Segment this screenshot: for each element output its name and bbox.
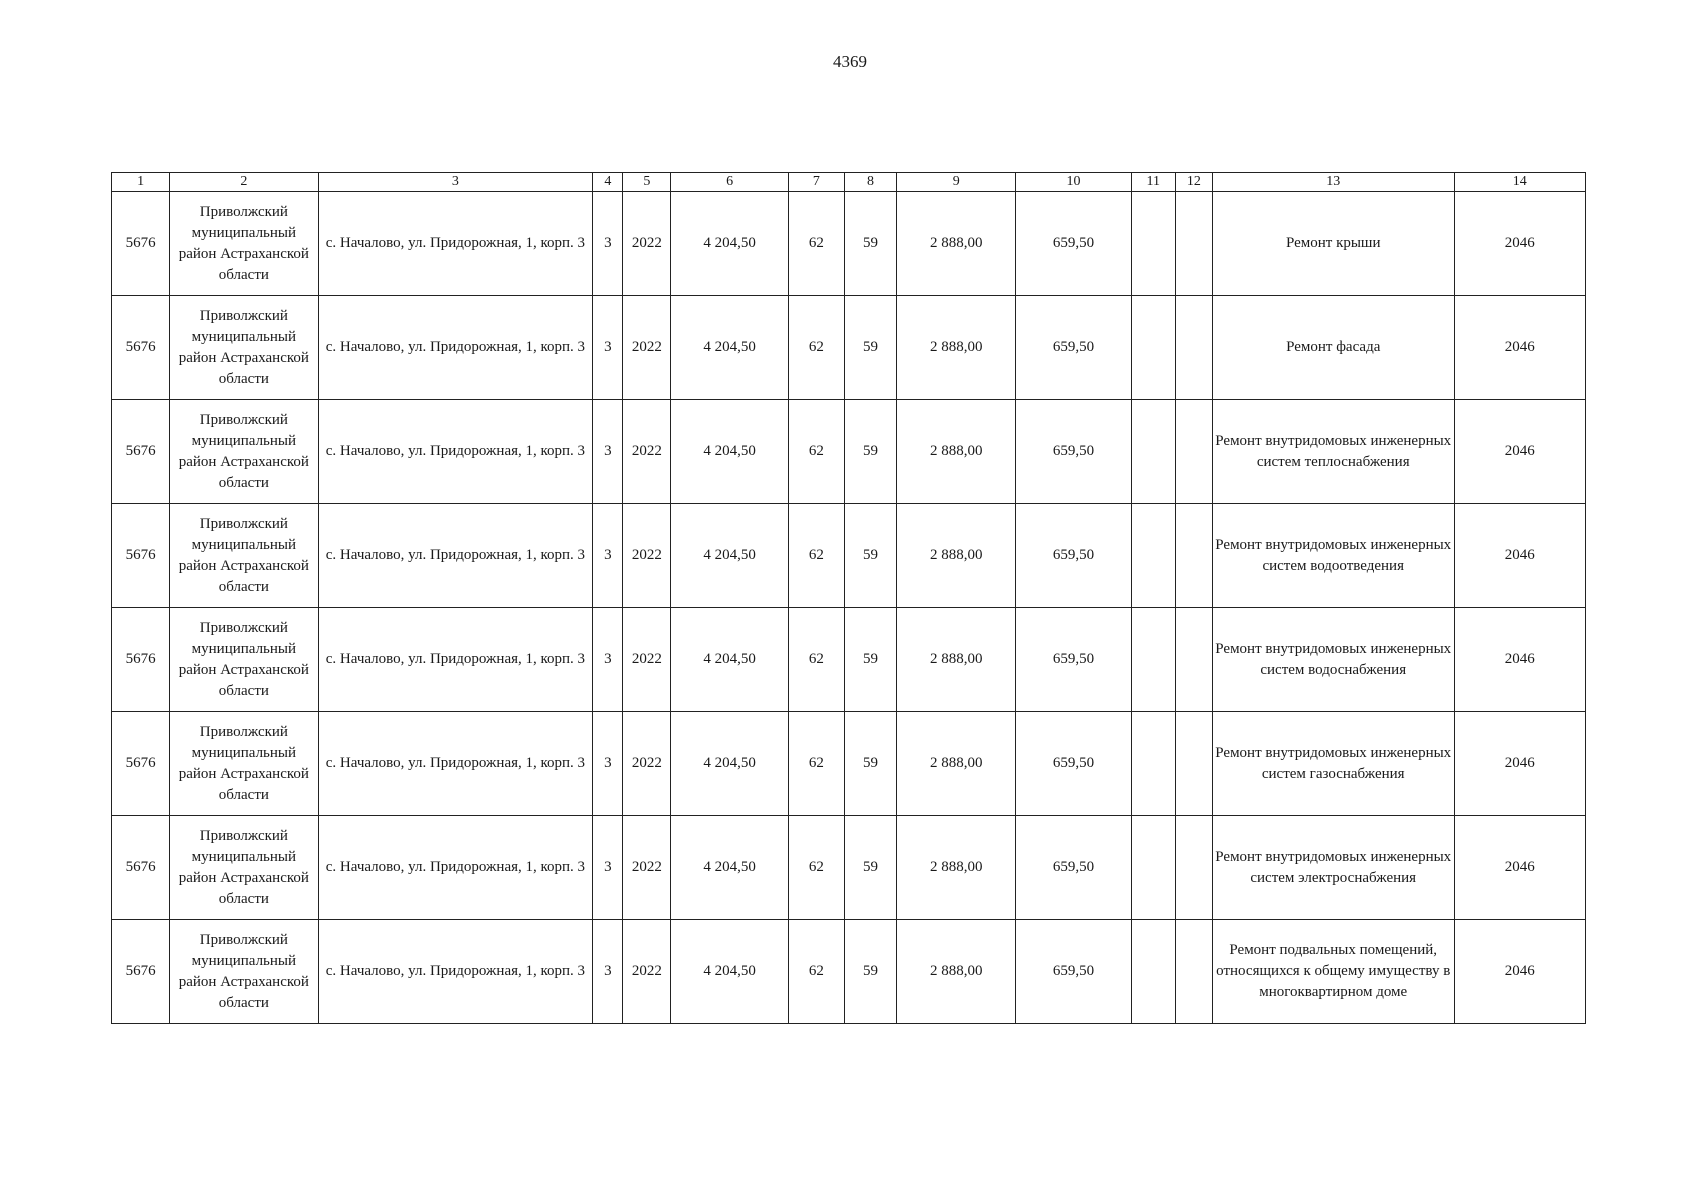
- row-number-cell: 5676: [112, 192, 170, 296]
- area-living-cell: 2 888,00: [897, 400, 1016, 504]
- col7-cell: 62: [788, 400, 844, 504]
- row-number-cell: 5676: [112, 504, 170, 608]
- col8-cell: 59: [844, 504, 896, 608]
- area-nonliving-cell: 659,50: [1016, 608, 1131, 712]
- work-type-cell: Ремонт фасада: [1212, 296, 1454, 400]
- area-total-cell: 4 204,50: [671, 920, 788, 1024]
- col11-cell: [1131, 400, 1175, 504]
- col8-cell: 59: [844, 400, 896, 504]
- area-total-cell: 4 204,50: [671, 192, 788, 296]
- area-living-cell: 2 888,00: [897, 296, 1016, 400]
- col4-cell: 3: [593, 816, 623, 920]
- address-cell: с. Началово, ул. Придорожная, 1, корп. 3: [318, 712, 593, 816]
- district-cell: Приволжский муниципальный район Астраханской области: [170, 296, 318, 400]
- column-number-12: 12: [1175, 173, 1212, 192]
- district-cell: Приволжский муниципальный район Астраханской области: [170, 712, 318, 816]
- address-cell: с. Началово, ул. Придорожная, 1, корп. 3: [318, 920, 593, 1024]
- col12-cell: [1175, 816, 1212, 920]
- planned-year-cell: 2046: [1454, 816, 1585, 920]
- col12-cell: [1175, 504, 1212, 608]
- planned-year-cell: 2046: [1454, 608, 1585, 712]
- col7-cell: 62: [788, 296, 844, 400]
- col8-cell: 59: [844, 712, 896, 816]
- area-total-cell: 4 204,50: [671, 712, 788, 816]
- year-cell: 2022: [623, 504, 671, 608]
- area-living-cell: 2 888,00: [897, 504, 1016, 608]
- col4-cell: 3: [593, 712, 623, 816]
- area-living-cell: 2 888,00: [897, 816, 1016, 920]
- district-cell: Приволжский муниципальный район Астраханской области: [170, 816, 318, 920]
- col12-cell: [1175, 400, 1212, 504]
- col11-cell: [1131, 920, 1175, 1024]
- col8-cell: 59: [844, 296, 896, 400]
- col12-cell: [1175, 296, 1212, 400]
- table-row: [112, 400, 1586, 504]
- year-cell: 2022: [623, 400, 671, 504]
- col4-cell: 3: [593, 400, 623, 504]
- work-type-cell: Ремонт внутридомовых инженерных систем водоотведения: [1212, 504, 1454, 608]
- district-cell: Приволжский муниципальный район Астраханской области: [170, 192, 318, 296]
- col7-cell: 62: [788, 816, 844, 920]
- col7-cell: 62: [788, 712, 844, 816]
- planned-year-cell: 2046: [1454, 296, 1585, 400]
- column-number-9: 9: [897, 173, 1016, 192]
- column-number-13: 13: [1212, 173, 1454, 192]
- work-type-cell: Ремонт подвальных помещений, относящихся к общему имуществу в многоквартирном доме: [1212, 920, 1454, 1024]
- year-cell: 2022: [623, 816, 671, 920]
- col7-cell: 62: [788, 192, 844, 296]
- area-nonliving-cell: 659,50: [1016, 920, 1131, 1024]
- area-nonliving-cell: 659,50: [1016, 192, 1131, 296]
- column-number-4: 4: [593, 173, 623, 192]
- page-number: 4369: [833, 52, 867, 71]
- area-living-cell: 2 888,00: [897, 608, 1016, 712]
- address-cell: с. Началово, ул. Придорожная, 1, корп. 3: [318, 504, 593, 608]
- column-number-8: 8: [844, 173, 896, 192]
- work-type-cell: Ремонт внутридомовых инженерных систем электроснабжения: [1212, 816, 1454, 920]
- year-cell: 2022: [623, 712, 671, 816]
- year-cell: 2022: [623, 920, 671, 1024]
- address-cell: с. Началово, ул. Придорожная, 1, корп. 3: [318, 192, 593, 296]
- district-cell: Приволжский муниципальный район Астраханской области: [170, 920, 318, 1024]
- column-number-3: 3: [318, 173, 593, 192]
- column-number-11: 11: [1131, 173, 1175, 192]
- district-cell: Приволжский муниципальный район Астраханской области: [170, 608, 318, 712]
- column-number-7: 7: [788, 173, 844, 192]
- column-number-5: 5: [623, 173, 671, 192]
- col8-cell: 59: [844, 192, 896, 296]
- row-number-cell: 5676: [112, 816, 170, 920]
- col8-cell: 59: [844, 920, 896, 1024]
- year-cell: 2022: [623, 192, 671, 296]
- col7-cell: 62: [788, 608, 844, 712]
- col11-cell: [1131, 712, 1175, 816]
- column-number-1: 1: [112, 173, 170, 192]
- area-total-cell: 4 204,50: [671, 296, 788, 400]
- row-number-cell: 5676: [112, 608, 170, 712]
- area-nonliving-cell: 659,50: [1016, 400, 1131, 504]
- table-row: [112, 296, 1586, 400]
- planned-year-cell: 2046: [1454, 192, 1585, 296]
- row-number-cell: 5676: [112, 400, 170, 504]
- area-total-cell: 4 204,50: [671, 400, 788, 504]
- table-row: [112, 816, 1586, 920]
- column-number-6: 6: [671, 173, 788, 192]
- area-nonliving-cell: 659,50: [1016, 816, 1131, 920]
- col12-cell: [1175, 608, 1212, 712]
- col7-cell: 62: [788, 920, 844, 1024]
- planned-year-cell: 2046: [1454, 712, 1585, 816]
- address-cell: с. Началово, ул. Придорожная, 1, корп. 3: [318, 608, 593, 712]
- column-number-10: 10: [1016, 173, 1131, 192]
- area-total-cell: 4 204,50: [671, 608, 788, 712]
- year-cell: 2022: [623, 608, 671, 712]
- planned-year-cell: 2046: [1454, 400, 1585, 504]
- address-cell: с. Началово, ул. Придорожная, 1, корп. 3: [318, 296, 593, 400]
- table-row: [112, 192, 1586, 296]
- col4-cell: 3: [593, 504, 623, 608]
- row-number-cell: 5676: [112, 296, 170, 400]
- column-number-row: [112, 173, 1586, 192]
- table-body: [112, 173, 1586, 1024]
- address-cell: с. Началово, ул. Придорожная, 1, корп. 3: [318, 400, 593, 504]
- year-cell: 2022: [623, 296, 671, 400]
- col11-cell: [1131, 816, 1175, 920]
- area-nonliving-cell: 659,50: [1016, 712, 1131, 816]
- work-type-cell: Ремонт крыши: [1212, 192, 1454, 296]
- area-total-cell: 4 204,50: [671, 504, 788, 608]
- area-living-cell: 2 888,00: [897, 712, 1016, 816]
- col12-cell: [1175, 920, 1212, 1024]
- area-living-cell: 2 888,00: [897, 192, 1016, 296]
- planned-year-cell: 2046: [1454, 920, 1585, 1024]
- col11-cell: [1131, 504, 1175, 608]
- table-row: [112, 712, 1586, 816]
- register-table: [111, 172, 1586, 1024]
- table-row: [112, 608, 1586, 712]
- table-row: [112, 920, 1586, 1024]
- row-number-cell: 5676: [112, 712, 170, 816]
- col11-cell: [1131, 296, 1175, 400]
- col4-cell: 3: [593, 192, 623, 296]
- district-cell: Приволжский муниципальный район Астраханской области: [170, 504, 318, 608]
- area-nonliving-cell: 659,50: [1016, 504, 1131, 608]
- col4-cell: 3: [593, 920, 623, 1024]
- area-nonliving-cell: 659,50: [1016, 296, 1131, 400]
- col8-cell: 59: [844, 608, 896, 712]
- col12-cell: [1175, 712, 1212, 816]
- row-number-cell: 5676: [112, 920, 170, 1024]
- col7-cell: 62: [788, 504, 844, 608]
- col12-cell: [1175, 192, 1212, 296]
- work-type-cell: Ремонт внутридомовых инженерных систем теплоснабжения: [1212, 400, 1454, 504]
- col8-cell: 59: [844, 816, 896, 920]
- area-living-cell: 2 888,00: [897, 920, 1016, 1024]
- col4-cell: 3: [593, 608, 623, 712]
- planned-year-cell: 2046: [1454, 504, 1585, 608]
- column-number-14: 14: [1454, 173, 1585, 192]
- col11-cell: [1131, 192, 1175, 296]
- col4-cell: 3: [593, 296, 623, 400]
- area-total-cell: 4 204,50: [671, 816, 788, 920]
- work-type-cell: Ремонт внутридомовых инженерных систем газоснабжения: [1212, 712, 1454, 816]
- column-number-2: 2: [170, 173, 318, 192]
- address-cell: с. Началово, ул. Придорожная, 1, корп. 3: [318, 816, 593, 920]
- district-cell: Приволжский муниципальный район Астраханской области: [170, 400, 318, 504]
- work-type-cell: Ремонт внутридомовых инженерных систем водоснабжения: [1212, 608, 1454, 712]
- table-row: [112, 504, 1586, 608]
- col11-cell: [1131, 608, 1175, 712]
